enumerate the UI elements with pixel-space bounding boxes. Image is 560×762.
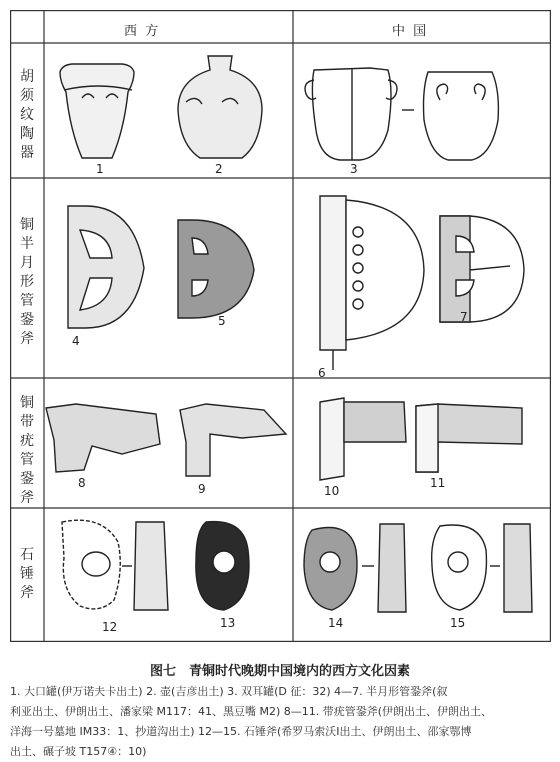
notes-line-3: 洋海一号墓地 IM33：1、抄道沟出土) 12—15. 石锤斧(希罗马索沃Ⅰ出土、伊朗出土、邵家鄂博: [10, 725, 472, 738]
item-number-14: 14: [328, 616, 344, 630]
knobbed-axe-row: [46, 398, 522, 480]
axe-5: [178, 220, 254, 318]
notes-line-4: 出土、碾子坡 T157④：10): [10, 745, 147, 758]
item-number-13: 13: [220, 616, 236, 630]
item-number-15: 15: [450, 616, 466, 630]
row-label-stone-axe: 石 锤 斧: [20, 547, 34, 601]
row-label-knobbed-axe: 铜 带 疣 管 銎 斧: [20, 395, 34, 506]
jar-1: [60, 64, 134, 158]
row-label-pottery: 胡 须 纹 陶 器: [20, 69, 34, 161]
item-number-3: 3: [350, 162, 358, 176]
item-number-1: 1: [96, 162, 104, 176]
item-number-4: 4: [72, 334, 80, 348]
item-number-11: 11: [430, 476, 446, 490]
figure-table: [10, 10, 551, 642]
notes-line-2: 利亚出土、伊朗出土、潘家梁 M117：41、黑豆嘴 M2) 8—11. 带疣管銎斧(伊朗出土、伊朗出土、: [10, 705, 493, 718]
stone-12-side: [134, 522, 168, 610]
notes-line-1: 1. 大口罐(伊万诺夫卡出土) 2. 壶(吉彦出土) 3. 双耳罐(D 征：32) 4—7. 半月形管銎斧(叙: [10, 685, 448, 698]
stone-14-side: [378, 524, 406, 612]
axe-10-shaft: [320, 398, 344, 480]
item-number-12: 12: [102, 620, 118, 634]
stone-axe-row: [62, 520, 532, 612]
header-china: 中 国: [392, 24, 429, 39]
item-number-5: 5: [218, 314, 226, 328]
figure-caption: 图七 青铜时代晚期中国境内的西方文化因素: [149, 664, 410, 679]
item-number-10: 10: [324, 484, 340, 498]
item-number-6: 6: [318, 366, 326, 380]
row-label-halfmoon-axe: 铜 半 月 形 管 銎 斧: [20, 217, 34, 347]
halfmoon-axe-row: [68, 196, 524, 370]
item-number-8: 8: [78, 476, 86, 490]
figure-illustrations: [10, 10, 551, 642]
item-number-9: 9: [198, 482, 206, 496]
stone-15-side: [504, 524, 532, 612]
axe-9: [180, 404, 286, 476]
axe-8: [46, 404, 160, 472]
pottery-row: [60, 56, 498, 160]
axe-10-blade: [344, 402, 406, 442]
jar-2: [178, 56, 262, 158]
header-west: 西 方: [124, 24, 161, 39]
item-number-2: 2: [215, 162, 223, 176]
item-number-7: 7: [460, 310, 468, 324]
axe-6-shaft: [320, 196, 346, 350]
jar-4: [424, 72, 499, 160]
figure-notes: [10, 682, 554, 762]
